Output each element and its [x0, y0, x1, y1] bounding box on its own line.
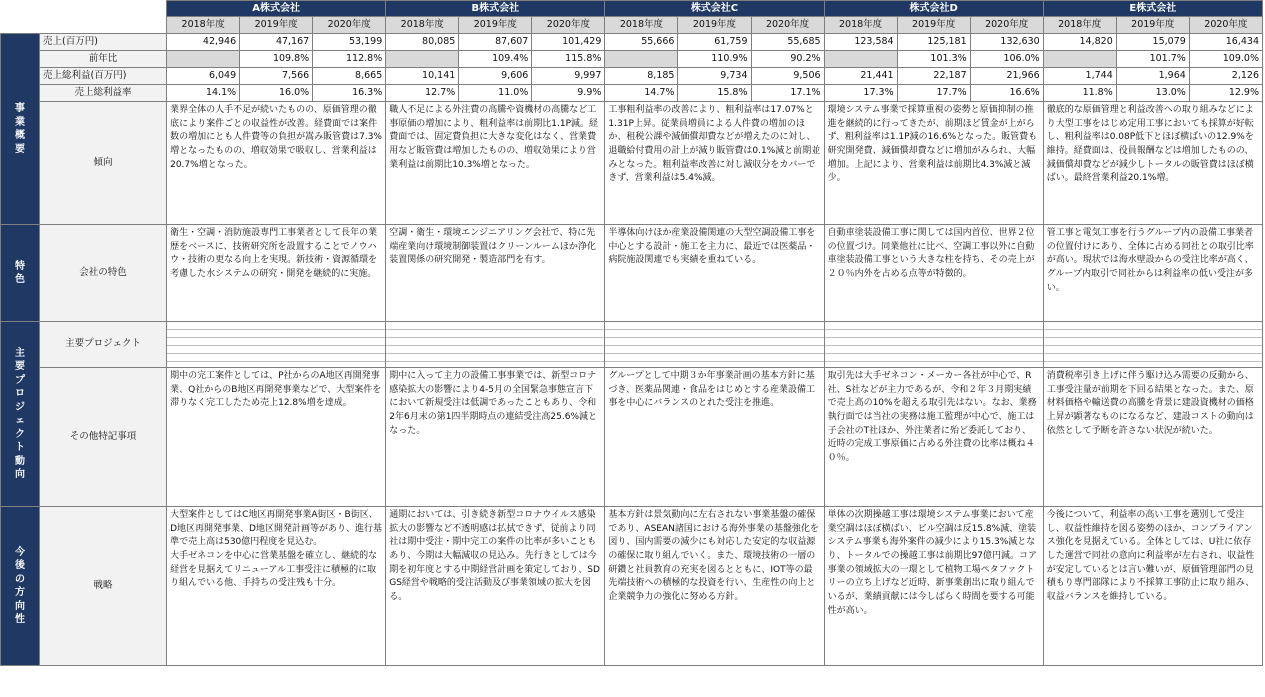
- data-cell[interactable]: 42,946: [167, 34, 240, 51]
- row-sales: [1, 34, 1263, 51]
- company-name-header[interactable]: E株式会社: [1043, 1, 1262, 17]
- fiscal-year-header[interactable]: 2020年度: [313, 17, 386, 34]
- text-cell[interactable]: [386, 102, 605, 225]
- fiscal-year-header[interactable]: 2018年度: [1043, 17, 1116, 34]
- section-label-char: 特: [15, 260, 25, 272]
- section-label: [1, 225, 40, 322]
- text-cell-content: 期中に入って主力の設備工事事業では、新型コロナ感染拡大の影響により4-5月の全国緊急事態宣言下において新規受注は低調であったこともあり、令和2年6月末の第1四半期時点の連結受注高25.6%減となった。: [389, 371, 598, 436]
- project-line: [386, 330, 604, 338]
- row-gross-margin: [1, 85, 1263, 102]
- data-cell[interactable]: [1043, 51, 1116, 68]
- row-company-features-label: 会社の特色: [40, 225, 167, 322]
- text-cell-content: 職人不足による外注費の高騰や資機材の高騰など工事原価の増加により、粗利益率は前期比1.1P減。経費面では、固定費負担に大きな変化はなく、営業費用など販管費は増加したものの、増収効果により営業利益は前期比10.3%増となった。: [389, 105, 598, 170]
- data-cell[interactable]: 14.1%: [167, 85, 240, 102]
- data-cell[interactable]: 101,429: [532, 34, 605, 51]
- year-header-row: [1, 17, 1263, 34]
- project-line: [167, 322, 385, 330]
- row-trend: [1, 102, 1263, 225]
- project-line: [605, 338, 823, 346]
- section-label-char: 向: [15, 600, 25, 612]
- text-cell[interactable]: [386, 507, 605, 666]
- row-company-features: [1, 225, 1263, 322]
- section-label-char: 方: [15, 587, 25, 598]
- text-cell[interactable]: [167, 368, 386, 507]
- text-cell[interactable]: [1043, 225, 1262, 322]
- row-other-notes: [1, 368, 1263, 507]
- project-cell[interactable]: [167, 322, 386, 368]
- data-cell[interactable]: 17.3%: [824, 85, 897, 102]
- data-cell[interactable]: 1,744: [1043, 68, 1116, 85]
- data-cell[interactable]: 125,181: [897, 34, 970, 51]
- row-gross-margin-label: 売上総利益率: [40, 85, 167, 102]
- text-cell[interactable]: [605, 225, 824, 322]
- section-label: [1, 507, 40, 666]
- project-cell[interactable]: [605, 322, 824, 368]
- data-cell[interactable]: 106.0%: [970, 51, 1043, 68]
- text-cell-content: 消費税率引き上げに伴う駆け込み需要の反動から、工事受注量が前期を下回る結果となった。また、原材料価格や輸送費の高騰を背景に建設資機材の価格上昇が顕著なものになるなど、建設コストの動向は依然として予断を許さない状況が続いた。: [1046, 371, 1254, 436]
- project-line: [825, 322, 1043, 330]
- data-cell[interactable]: 15,079: [1116, 34, 1189, 51]
- row-strategy-label: 戦略: [40, 507, 167, 666]
- data-cell[interactable]: [824, 51, 897, 68]
- section-label-char: 色: [15, 274, 25, 285]
- company-name-header[interactable]: 株式会社C: [605, 1, 824, 17]
- project-line: [1044, 330, 1262, 338]
- row-other-notes-label: その他特記事項: [40, 368, 167, 507]
- fiscal-year-header[interactable]: 2018年度: [605, 17, 678, 34]
- text-cell-content: 管工事と電気工事を行うグループ内の設備工事業者の位置付けにあり、全体に占める同社との取引比率が高い。現状では海水壁設からの受注比率が高く、グループ内取引で同社からは利益率の低い受注が多い。: [1046, 228, 1254, 293]
- data-cell[interactable]: 115.8%: [532, 51, 605, 68]
- project-line: [1044, 346, 1262, 354]
- text-cell-content: 自動車塗装設備工事に関しては国内首位、世界２位の位置づけ。同業他社に比べ、空調工事以外に自動車塗装設備工事という大きな柱を持ち、その売上が２０％内外を占める点等が特徴的。: [827, 228, 1035, 280]
- text-cell[interactable]: [605, 368, 824, 507]
- text-cell-content: 期中の完工案件としては、P社からのA地区再開発事業、Q社からのB地区再開発事業などで、大型案件を滞りなく完工したため売上12.8%増を達成。: [170, 371, 382, 409]
- project-line: [825, 354, 1043, 362]
- text-cell-content: 大手ゼネコンを中心に営業基盤を確立し、継続的な経営を見据えてリニューアル工事受注に積極的に取り組んでいる他、手持ちの受注残も十分。: [170, 551, 378, 589]
- row-yoy: [1, 51, 1263, 68]
- data-cell[interactable]: 8,185: [605, 68, 678, 85]
- fiscal-year-header[interactable]: 2020年度: [970, 17, 1043, 34]
- text-cell[interactable]: [386, 225, 605, 322]
- row-gross-profit: [1, 68, 1263, 85]
- project-line: [167, 330, 385, 338]
- section-label-char: 今: [15, 546, 25, 558]
- text-cell[interactable]: [1043, 368, 1262, 507]
- row-strategy: [1, 507, 1263, 666]
- fiscal-year-header[interactable]: 2020年度: [751, 17, 824, 34]
- project-line: [167, 338, 385, 346]
- row-main-project-label: 主要プロジェクト: [40, 322, 167, 368]
- corner-blank: [1, 1, 167, 17]
- text-cell[interactable]: [386, 368, 605, 507]
- project-line: [386, 346, 604, 354]
- data-cell[interactable]: 16.0%: [240, 85, 313, 102]
- company-header-row: [1, 1, 1263, 17]
- data-cell[interactable]: 16,434: [1189, 34, 1262, 51]
- section-label-char: ロ: [15, 388, 25, 399]
- data-cell[interactable]: [386, 51, 459, 68]
- data-cell[interactable]: 9,997: [532, 68, 605, 85]
- section-label-char: 性: [15, 614, 25, 625]
- text-cell[interactable]: [824, 225, 1043, 322]
- section-label-char: プ: [15, 374, 25, 386]
- data-cell[interactable]: 80,085: [386, 34, 459, 51]
- data-cell[interactable]: 101.3%: [897, 51, 970, 68]
- text-cell-content: 通期においては、引き続き新型コロナウイルス感染拡大の影響など不透明感は払拭できず、従前より同社は期中受注・期中完工の案件の比率が多いこともあり、今期は大幅減収の見込み。先行きとしては今期を初年度とする中期経営計画を策定しており、SDGS経営や戦略的受注活動及び事業領域の拡大を図る。: [389, 510, 600, 603]
- fiscal-year-header[interactable]: 2019年度: [1116, 17, 1189, 34]
- section-label-char: 業: [15, 116, 25, 128]
- section-label-char: ク: [15, 428, 25, 440]
- data-cell[interactable]: 123,584: [824, 34, 897, 51]
- section-label-text: [1, 260, 39, 287]
- text-cell[interactable]: [605, 102, 824, 225]
- data-cell[interactable]: 1,964: [1116, 68, 1189, 85]
- data-cell[interactable]: 22,187: [897, 68, 970, 85]
- fiscal-year-header[interactable]: 2020年度: [1189, 17, 1262, 34]
- data-cell[interactable]: 8,665: [313, 68, 386, 85]
- project-line: [825, 330, 1043, 338]
- text-cell[interactable]: [167, 102, 386, 225]
- project-line: [386, 322, 604, 330]
- project-line: [825, 338, 1043, 346]
- section-label-char: 概: [15, 130, 25, 141]
- data-cell[interactable]: 17.7%: [897, 85, 970, 102]
- data-cell[interactable]: 9,734: [678, 68, 751, 85]
- project-line: [167, 354, 385, 362]
- data-cell[interactable]: 112.8%: [313, 51, 386, 68]
- section-label-char: ェ: [15, 415, 25, 426]
- project-line: [605, 354, 823, 362]
- fiscal-year-header[interactable]: 2018年度: [824, 17, 897, 34]
- data-cell[interactable]: 14.7%: [605, 85, 678, 102]
- text-cell-content: 空調・衛生・環境エンジニアリング会社で、特に先端産業向け環境制御装置はクリーンルームほか浄化装置関係の研究開発・製造部門を有す。: [389, 228, 596, 266]
- project-line: [605, 346, 823, 354]
- text-cell-content: 環境システム事業で採算重視の姿勢と原価抑制の推進を継続的に行ってきたが、前期ほど賃金が上がらず、粗利益率は1.1P減の16.6%となった。販管費も研究開発費、減価償却費などに増加がみられ、大幅増加。上記により、営業利益は前期比4.3%減と減少。: [827, 105, 1038, 184]
- project-line: [1044, 354, 1262, 362]
- text-cell-content: 工事粗利益率の改善により、粗利益率は17.07%と1.31P上昇。従業員増員による人件費の増加のほか、租税公課や減価償却費などが増えたのに対し、退職給付費用の計上が減り販管費は0.1%減と前期並みとなった。粗利益率改善に対し減収分をカバーできず、営業利益は5.4%減。: [608, 105, 821, 184]
- section-label-char: 要: [15, 361, 25, 372]
- text-cell-content: 業界全体の人手不足が続いたものの、原価管理の徹底により案件ごとの収益性が改善。経費面では案件数の増加にとも人件費等の負担が嵩み販管費は7.3%増となったものの、増収効果で吸収し、営業利益は20.7%増となった。: [170, 105, 382, 170]
- data-cell[interactable]: 7,566: [240, 68, 313, 85]
- project-cell[interactable]: [1043, 322, 1262, 368]
- data-cell[interactable]: 11.0%: [459, 85, 532, 102]
- data-cell[interactable]: 21,441: [824, 68, 897, 85]
- project-line: [386, 338, 604, 346]
- text-cell[interactable]: [824, 507, 1043, 666]
- data-cell[interactable]: [605, 51, 678, 68]
- section-label: [1, 322, 40, 507]
- fiscal-year-header[interactable]: 2019年度: [678, 17, 751, 34]
- text-cell-content: 衛生・空調・消防施設専門工事業者として長年の業歴をベースに、技術研究所を設置することでノウハウ・技術の更なる向上を実現。新技術・資源循環を考慮した水システムの研究・開発を継続的に実施。: [170, 228, 378, 280]
- data-cell[interactable]: [167, 51, 240, 68]
- section-label-char: ト: [15, 442, 25, 453]
- row-yoy-label: 前年比: [40, 51, 167, 68]
- project-line: [386, 354, 604, 362]
- text-cell-content: 基本方針は景気動向に左右されない事業基盤の確保であり、ASEAN諸国における海外事業の基盤強化を図り、国内需要の減少にも対応した安定的な収益源の確保に取り組んでいく。また、環境技術の一層の研鑽と社員教育の充実を図るとともに、IOT等の最先端技術への積極的な投資を行い、生産性の向上と企業競争力の強化に努める方針。: [608, 510, 819, 603]
- text-cell[interactable]: [824, 368, 1043, 507]
- data-cell[interactable]: 9,506: [751, 68, 824, 85]
- row-trend-label: 傾向: [40, 102, 167, 225]
- data-cell[interactable]: 16.6%: [970, 85, 1043, 102]
- data-cell[interactable]: 110.9%: [678, 51, 751, 68]
- text-cell-content: グループとして中期３か年事業計画の基本方針に基づき、医薬品関連・食品をはじめとする産業設備工事を中心にバランスのとれた受注を推進。: [608, 371, 816, 409]
- row-main-project: [1, 322, 1263, 368]
- section-label-char: の: [15, 573, 25, 585]
- company-name-header[interactable]: B株式会社: [386, 1, 605, 17]
- text-cell-content: 徹底的な原価管理と利益改善への取り組みなどにより大型工事をはじめ定用工事においても採算が好転し、粗利益率は0.08P低下とほぼ横ばいの12.9%を維持。経費面は、役員報酬などは増加したものの、減価償却費などが減少しトータルの販管費はほぼ横ばい。最終営業利益20.1%増。: [1046, 105, 1254, 184]
- section-label-char: 主: [15, 347, 25, 359]
- text-cell[interactable]: [1043, 507, 1262, 666]
- data-cell[interactable]: 47,167: [240, 34, 313, 51]
- text-cell-content: 取引先は大手ゼネコン・メーカー各社が中心で、R社、S社などが主力であるが、令和２年３月期実績で売上高の10%を超える取引先はない。なお、業務執行面では当社の実務は施工監理が中心で、施工は子会社のT社ほか、外注業者に殆ど委託しており、近時の完成工事原価に占める外注費の比率は概ね４０％。: [827, 371, 1037, 464]
- fiscal-year-header[interactable]: 2018年度: [386, 17, 459, 34]
- fiscal-year-header[interactable]: 2020年度: [532, 17, 605, 34]
- data-cell[interactable]: 2,126: [1189, 68, 1262, 85]
- data-cell[interactable]: 53,199: [313, 34, 386, 51]
- data-cell[interactable]: 61,759: [678, 34, 751, 51]
- project-line: [1044, 322, 1262, 330]
- sheet-body: [1, 1, 1263, 666]
- section-label: [1, 34, 40, 225]
- text-cell[interactable]: [167, 225, 386, 322]
- row-sales-label: 売上(百万円): [40, 34, 167, 51]
- data-cell[interactable]: 9,606: [459, 68, 532, 85]
- text-cell[interactable]: [824, 102, 1043, 225]
- data-cell[interactable]: 55,666: [605, 34, 678, 51]
- data-cell[interactable]: 109.8%: [240, 51, 313, 68]
- text-cell[interactable]: [1043, 102, 1262, 225]
- section-label-char: 向: [15, 469, 25, 480]
- section-label-text: [1, 546, 39, 627]
- fiscal-year-header[interactable]: 2018年度: [167, 17, 240, 34]
- data-cell[interactable]: 17.1%: [751, 85, 824, 102]
- project-line: [1044, 338, 1262, 346]
- data-cell[interactable]: 14,820: [1043, 34, 1116, 51]
- data-cell[interactable]: 15.8%: [678, 85, 751, 102]
- data-cell[interactable]: 10,141: [386, 68, 459, 85]
- data-cell[interactable]: 21,966: [970, 68, 1043, 85]
- text-cell[interactable]: [605, 507, 824, 666]
- project-line: [605, 330, 823, 338]
- data-cell[interactable]: 55,685: [751, 34, 824, 51]
- data-cell[interactable]: 13.0%: [1116, 85, 1189, 102]
- project-line: [167, 346, 385, 354]
- data-cell[interactable]: 11.8%: [1043, 85, 1116, 102]
- project-line: [825, 346, 1043, 354]
- project-line: [605, 322, 823, 330]
- data-cell[interactable]: 90.2%: [751, 51, 824, 68]
- section-label-char: 動: [15, 455, 25, 467]
- data-cell[interactable]: 6,049: [167, 68, 240, 85]
- text-cell[interactable]: [167, 507, 386, 666]
- data-cell[interactable]: 132,630: [970, 34, 1043, 51]
- project-cell[interactable]: [824, 322, 1043, 368]
- project-cell[interactable]: [386, 322, 605, 368]
- fiscal-year-header[interactable]: 2019年度: [459, 17, 532, 34]
- data-cell[interactable]: 101.7%: [1116, 51, 1189, 68]
- section-label-char: 事: [15, 103, 25, 114]
- data-cell[interactable]: 87,607: [459, 34, 532, 51]
- text-cell-content: 今後について、利益率の高い工事を選別して受注し、収益性維持を図る姿勢のほか、コンプライアンス強化を見据えている。全体としては、U社に依存した運営で同社の意向に利益率が左右され、収益性が安定しているとは言い難いが、原価管理部門の見積もり専門部隊により不採算工事防止に取り組み、収益バランスを維持している。: [1046, 510, 1255, 603]
- section-label-text: [1, 102, 39, 156]
- data-cell[interactable]: 12.9%: [1189, 85, 1262, 102]
- data-cell[interactable]: 109.4%: [459, 51, 532, 68]
- text-cell-content: 単体の次期操越工事は環境システム事業において産業空調はほぼ横ばい、ビル空調は反15.8%減、塗装システム事業も海外案件の減少により15.3%減となり、トータルでの操越工事は前期比97億円減。コア事業の領域拡大の一環として植物工場ペタファクトリーの立ち上げなど近時、新事業創出に取り組んでいるが、業績貢献には今しばらく時間を要する可能性が高い。: [827, 510, 1038, 616]
- company-name-header[interactable]: 株式会社D: [824, 1, 1043, 17]
- data-cell[interactable]: 12.7%: [386, 85, 459, 102]
- data-cell[interactable]: 9.9%: [532, 85, 605, 102]
- text-cell-content: 半導体向けほか産業設備関連の大型空調設備工事を中心とする設計・施工を主力に、最近では医薬品・病院施設関連でも実績を重ねている。: [608, 228, 816, 266]
- section-label-char: 要: [15, 143, 25, 155]
- corner-blank: [1, 17, 167, 34]
- section-label-char: ジ: [15, 401, 25, 413]
- row-gross-profit-label: 売上総利益(百万円): [40, 68, 167, 85]
- fiscal-year-header[interactable]: 2019年度: [240, 17, 313, 34]
- company-name-header[interactable]: A株式会社: [167, 1, 386, 17]
- section-label-char: 後: [15, 560, 25, 571]
- fiscal-year-header[interactable]: 2019年度: [897, 17, 970, 34]
- section-label-text: [1, 347, 39, 482]
- data-cell[interactable]: 109.0%: [1189, 51, 1262, 68]
- data-cell[interactable]: 16.3%: [313, 85, 386, 102]
- text-cell-content: 大型案件としてはC地区再開発事業A街区・B街区、D地区再開発事業、D地区開発計画等があり、進行基準で売上高は530億円程度を見込む。: [170, 510, 382, 548]
